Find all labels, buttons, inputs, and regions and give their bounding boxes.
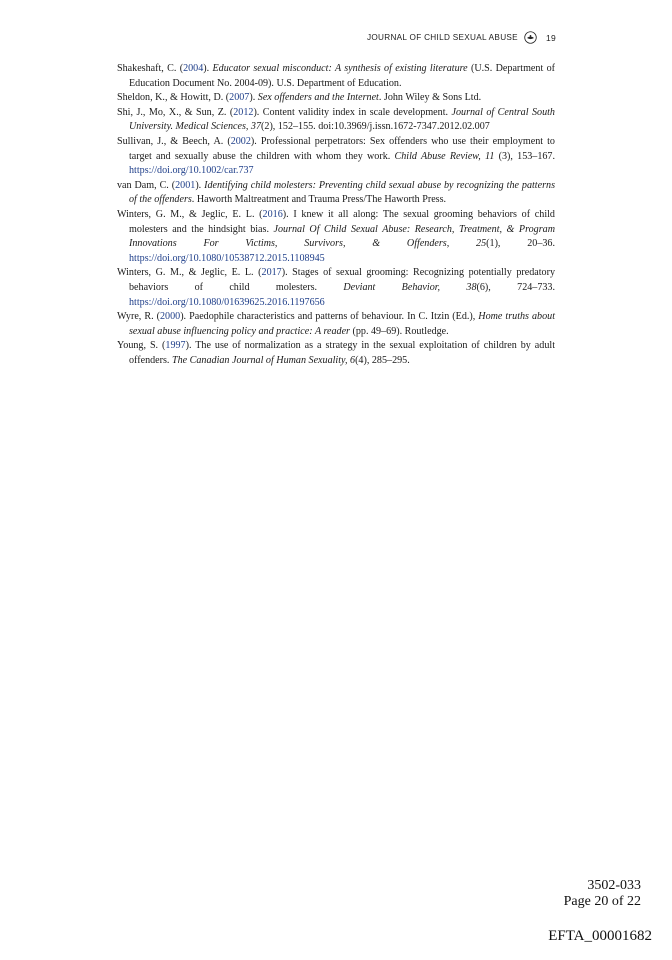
page-number: 19 (545, 32, 556, 43)
reference-year-link[interactable]: 2002 (230, 135, 251, 147)
reference-text: ). Stages of sexual grooming: Recognizing potentially predatory behaviors of child molesters. (129, 267, 555, 293)
reference-entry (117, 91, 555, 106)
reference-text: ). (249, 92, 258, 104)
reference-text: ). (203, 63, 213, 74)
document-id: 3502-033 (587, 878, 641, 893)
reference-details: (2), 152–155. doi:10.3969/j.issn.1672-7347.2012.02.007 (261, 121, 490, 133)
reference-entry (117, 339, 555, 368)
reference-year-link[interactable]: 2001 (175, 179, 196, 191)
bates-number: EFTA_00001682 (548, 928, 652, 944)
reference-title: Journal of Central South University. Medical Sciences, 37 (129, 106, 555, 133)
reference-title: Sex offenders and the Internet (257, 92, 379, 104)
reference-text: ). I knew it all along: The sexual grooming behaviors of child molesters and the hindsight bias. (129, 208, 555, 235)
reference-authors: van Dam, C. ( (117, 179, 176, 191)
reference-details: (3), 153–167. (494, 150, 555, 162)
reference-year-link[interactable]: 2000 (160, 311, 181, 323)
reference-year-link[interactable]: 1997 (165, 340, 186, 352)
reference-entry (117, 208, 555, 266)
reference-details: . Haworth Maltreatment and Trauma Press/The Haworth Press. (191, 194, 447, 206)
reference-title: Child Abuse Review, 11 (394, 150, 495, 162)
reference-text: ). Paedophile characteristics and patterns of behaviour. In C. Itzin (Ed.), (180, 311, 479, 323)
reference-title: Home truths about sexual abuse influencing policy and practice: A reader (129, 311, 555, 337)
reference-details: (U.S. Department of Education Document No. 2004-09). U.S. Department of Education. (129, 63, 555, 89)
reference-year-link[interactable]: 2016 (262, 208, 283, 220)
reference-entry (117, 179, 555, 208)
reference-entry (117, 106, 555, 135)
reference-doi-link[interactable]: https://doi.org/10.1080/10538712.2015.1108945 (129, 252, 325, 264)
document-stamp (564, 878, 641, 910)
reference-authors: Winters, G. M., & Jeglic, E. L. ( (117, 267, 262, 279)
reference-authors: Sullivan, J., & Beech, A. ( (117, 135, 231, 147)
reference-title: The Canadian Journal of Human Sexuality, 6 (171, 354, 356, 366)
journal-title: JOURNAL OF CHILD SEXUAL ABUSE (366, 33, 518, 42)
reference-details: . John Wiley & Sons Ltd. (378, 92, 482, 104)
reference-authors: Wyre, R. ( (117, 311, 160, 323)
reference-authors: Winters, G. M., & Jeglic, E. L. ( (117, 208, 263, 220)
reference-title: Educator sexual misconduct: A synthesis of existing literature (212, 63, 468, 74)
reference-authors: Shi, J., Mo, X., & Sun, Z. ( (117, 106, 234, 118)
reference-list (117, 62, 555, 368)
reference-doi-link[interactable]: https://doi.org/10.1002/car.737 (129, 165, 254, 177)
reference-authors: Shakeshaft, C. ( (117, 63, 184, 74)
running-head (367, 31, 556, 44)
reference-year-link[interactable]: 2007 (229, 92, 250, 104)
publisher-logo-icon (524, 31, 537, 44)
reference-details: (6), 724–733. (476, 281, 555, 293)
reference-title: Journal Of Child Sexual Abuse: Research, Treatment, & Program Innovations For Victims, Survivors, & Offenders, 25 (129, 223, 555, 250)
reference-details: (pp. 49–69). Routledge. (349, 325, 449, 337)
reference-text: ). The use of normalization as a strategy in the sexual exploitation of children by adult offenders. (129, 340, 555, 366)
reference-year-link[interactable]: 2017 (261, 267, 282, 279)
reference-text: ). (195, 179, 205, 191)
reference-details: (1), 20–36. (486, 238, 556, 250)
page-of-count: Page 20 of 22 (563, 894, 641, 909)
reference-doi-link[interactable]: https://doi.org/10.1080/01639625.2016.1197656 (129, 296, 325, 308)
reference-title: Deviant Behavior, 38 (343, 281, 477, 293)
reference-entry (117, 310, 555, 339)
reference-year-link[interactable]: 2004 (183, 63, 204, 74)
reference-details: (4), 285–295. (355, 354, 410, 366)
reference-entry (117, 62, 555, 91)
reference-authors: Sheldon, K., & Howitt, D. ( (117, 92, 230, 104)
reference-entry (117, 266, 555, 310)
reference-authors: Young, S. ( (117, 340, 166, 352)
reference-year-link[interactable]: 2012 (233, 106, 254, 118)
reference-title: Identifying child molesters: Preventing child sexual abuse by recognizing the patterns of the offenders (129, 179, 555, 206)
reference-text: ). Content validity index in scale development. (253, 106, 452, 118)
reference-text: ). Professional perpetrators: Sex offenders who use their employment to target and sexually abuse the children with whom they work. (129, 135, 555, 162)
reference-entry (117, 135, 555, 179)
